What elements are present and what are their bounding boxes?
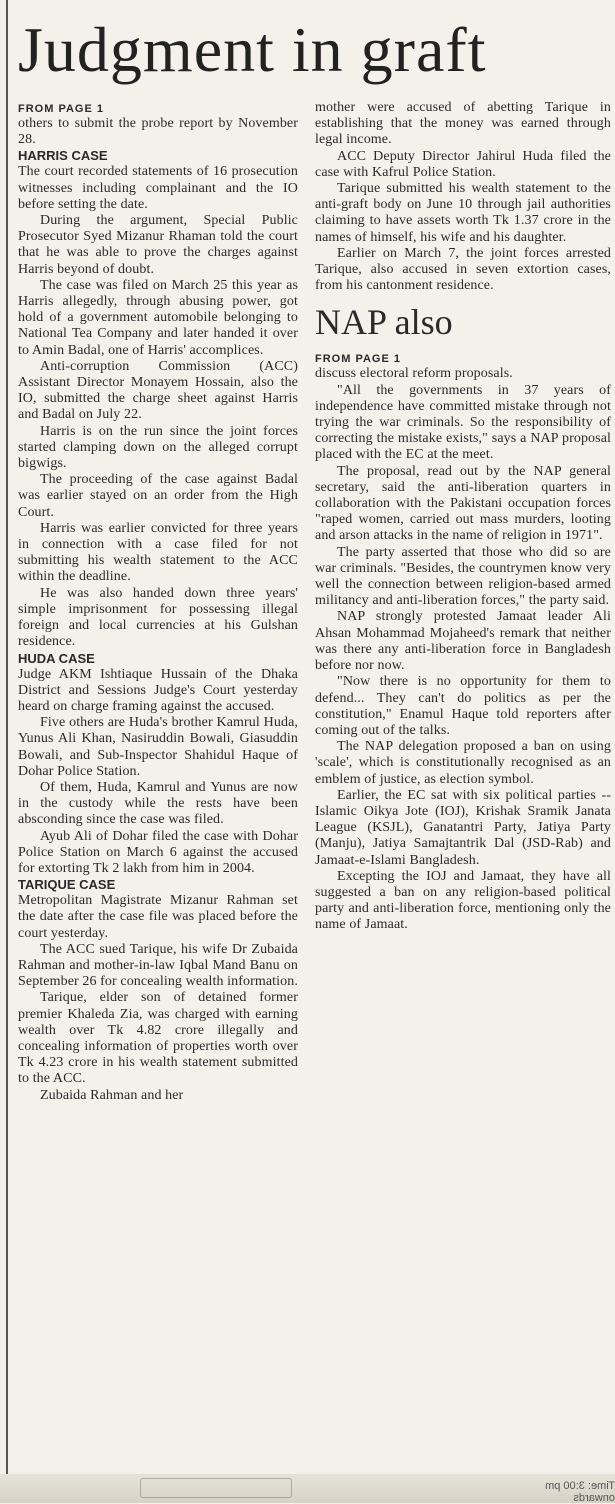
paragraph: Earlier on March 7, the joint forces arrested Tarique, also accused in seven extortion cases, from his cantonment residence. (315, 245, 611, 294)
paragraph: During the argument, Special Public Prosecutor Syed Mizanur Rhaman told the court that he was able to prove the charges against Harris beyond of doubt. (18, 213, 298, 277)
paragraph: Anti-corruption Commission (ACC) Assistant Director Monayem Hossain, also the IO, submitted the charge sheet against Harris and Badal on July 22. (18, 358, 298, 423)
paragraph: Zubaida Rahman and her (40, 1087, 184, 1103)
paragraph: He was also handed down three years' simple imprisonment for possessing illegal foreign and local currencies at his Gulshan residence. (18, 585, 298, 650)
paragraph: The party asserted that those who did so are war criminals. "Besides, the countrymen know very well the connection between religion-based armed militancy and anti-liberation forces," the party said. (315, 544, 611, 609)
paragraph: ACC Deputy Director Jahirul Huda filed the case with Kafrul Police Station. (315, 148, 611, 180)
paragraph: Harris was earlier convicted for three years in connection with a case filed for not submitting his wealth statement to the ACC within the deadline. (18, 520, 298, 585)
section-heading-tarique: TARIQUE CASE (18, 877, 116, 893)
paragraph: The proposal, read out by the NAP general secretary, said the anti-liberation quarters in collaboration with the Pakistani occupation forces "raped women, carried out mass murders, looting and arson attacks in the name of religion in 1971". (315, 463, 611, 544)
headline: Judgment in graft (18, 14, 487, 85)
paragraph: The proceeding of the case against Badal was earlier stayed on an order from the High Court. (18, 472, 298, 520)
continued-from-kicker: FROM PAGE 1 (18, 103, 104, 115)
paragraph: "All the governments in 37 years of independence have committed mistake through not trying the war criminals. So the responsibility of correcting the mistake exists," says a NAP proposal placed with the EC at the meet. (315, 382, 611, 463)
bleed-through-mark (140, 1478, 292, 1498)
paragraph: NAP strongly protested Jamaat leader Ali Ahsan Mohammad Mojaheed's remark that neither was there any anti-liberation force in Bangladesh before nor now. (315, 609, 611, 674)
paragraph: The NAP delegation proposed a ban on using 'scale', which is constitutionally recognised as an emblem of justice, as election symbol. (315, 739, 611, 787)
paragraph: Five others are Huda's brother Kamrul Huda, Yunus Ali Khan, Nasiruddin Bowali, Giasuddin Bowali, and Sub-Inspector Shahidul Haque of Dohar Police Station. (18, 715, 298, 779)
paragraph: Ayub Ali of Dohar filed the case with Dohar Police Station on March 6 against the accused for extorting Tk 2 lakh from him in 2004. (18, 828, 298, 876)
paragraph: Harris is on the run since the joint forces started clamping down on the alleged corrupt bigwigs. (18, 423, 298, 472)
paragraph: The court recorded statements of 16 prosecution witnesses including complainant and the IO before setting the date. (18, 164, 298, 212)
continued-from-kicker: FROM PAGE 1 (315, 353, 401, 366)
paragraph: The case was filed on March 25 this year as Harris allegedly, through abusing power, got hold of a government automobile belonging to National Tea Company and later handed it over to Amin Badal, one of Harris' accomplices. (18, 277, 298, 358)
paragraph: Judge AKM Ishtiaque Hussain of the Dhaka District and Sessions Judge's Court yesterday heard on charge framing against the accused. (18, 666, 298, 714)
bleed-through-text: Time: 3:00 pm onwards (545, 1480, 615, 1504)
paragraph: "Now there is no opportunity for them to defend... They can't do politics as per the constitution," Enamul Haque told reporters after coming out of the talks. (315, 674, 611, 738)
subheadline-nap-also: NAP also (315, 302, 453, 343)
left-column (18, 100, 298, 1104)
paragraph: others to submit the probe report by November 28. (18, 116, 298, 148)
paragraph: The ACC sued Tarique, his wife Dr Zubaida Rahman and mother-in-law Iqbal Mand Banu on September 26 for concealing wealth information. (18, 941, 298, 990)
paragraph: Tarique, elder son of detained former premier Khaleda Zia, was charged with earning wealth over Tk 4.82 crore illegally and concealing information of properties worth over Tk 4.23 crore in his wealth statement submitted to the ACC. (18, 990, 298, 1087)
section-heading-huda: HUDA CASE (18, 650, 95, 666)
section-heading-harris: HARRIS CASE (18, 148, 108, 164)
right-column (315, 100, 611, 934)
paragraph: Metropolitan Magistrate Mizanur Rahman set the date after the case file was placed before the court yesterday. (18, 893, 298, 941)
paragraph: Tarique submitted his wealth statement to the anti-graft body on June 10 through jail authorities claiming to have assets worth Tk 1.37 crore in the names of himself, his wife and his daughter. (315, 181, 611, 245)
paragraph: Of them, Huda, Kamrul and Yunus are now in the custody while the rests have been absconding since the case was filed. (18, 779, 298, 828)
paragraph: discuss electoral reform proposals. (315, 366, 513, 382)
paragraph: Earlier, the EC sat with six political parties -- Islamic Oikya Jote (IOJ), Krishak Sramik Janata League (KSJL), Ganatantri Party, Jatiya Party (Manju), Jatiya Samajtantrik Dal (JSD-Rab) and Jamaat-e-Islami Bangladesh. (315, 787, 611, 868)
paragraph: Excepting the IOJ and Jamaat, they have all suggested a ban on any religion-based political party and anti-liberation force, mentioning only the name of Jamaat. (315, 868, 611, 933)
paragraph: mother were accused of abetting Tarique in establishing that the money was earned through legal income. (315, 100, 611, 148)
column-rule (6, 0, 8, 1480)
